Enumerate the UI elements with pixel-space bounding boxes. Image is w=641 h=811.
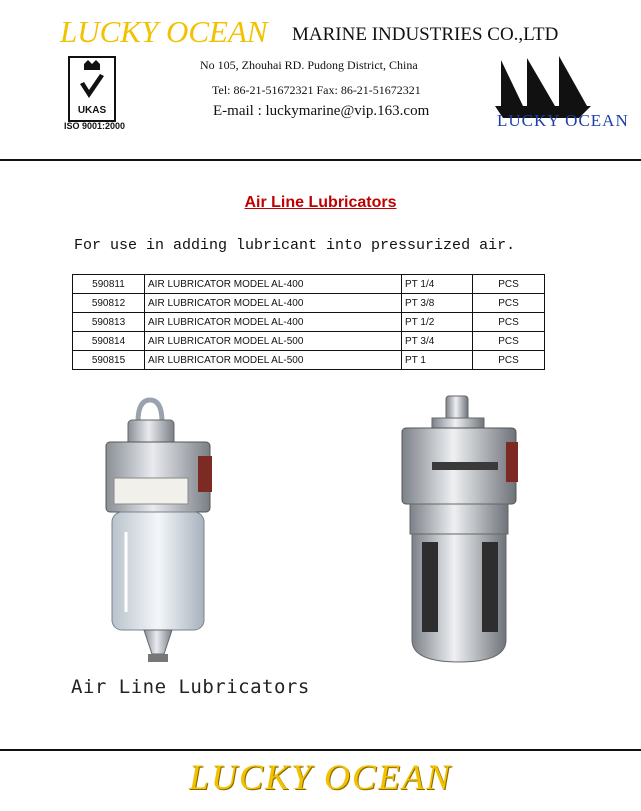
product-unit: PCS (473, 351, 545, 370)
table-row (73, 332, 545, 351)
ship-logo-text: LUCKY OCEAN (497, 111, 629, 130)
product-unit: PCS (473, 313, 545, 332)
address: No 105, Zhouhai RD. Pudong District, China (200, 58, 418, 72)
product-size: PT 3/4 (402, 332, 473, 351)
ukas-text: UKAS (77, 105, 107, 116)
product-unit: PCS (473, 275, 545, 294)
product-code: 590812 (73, 294, 145, 313)
table-row (73, 275, 545, 294)
product-code: 590815 (73, 351, 145, 370)
lubricator-al500-image (398, 392, 522, 674)
product-table (72, 274, 545, 370)
letterhead (0, 0, 641, 160)
product-size: PT 1/4 (402, 275, 473, 294)
product-size: PT 1/2 (402, 313, 473, 332)
checkmark-crown-icon (70, 58, 114, 120)
product-name: AIR LUBRICATOR MODEL AL-400 (145, 313, 402, 332)
product-description: For use in adding lubricant into pressurized air. (74, 237, 516, 254)
table-row (73, 294, 545, 313)
image-caption: Air Line Lubricators (71, 676, 310, 698)
lubricator-al400-image (98, 392, 222, 664)
ukas-logo (64, 56, 134, 136)
company-name: MARINE INDUSTRIES CO.,LTD (292, 24, 559, 45)
product-name: AIR LUBRICATOR MODEL AL-500 (145, 351, 402, 370)
product-size: PT 3/8 (402, 294, 473, 313)
footer-divider (0, 749, 641, 751)
product-unit: PCS (473, 332, 545, 351)
ukas-badge (68, 56, 116, 122)
header-divider (0, 159, 641, 161)
product-code: 590813 (73, 313, 145, 332)
product-name: AIR LUBRICATOR MODEL AL-500 (145, 332, 402, 351)
product-unit: PCS (473, 294, 545, 313)
table-row (73, 351, 545, 370)
product-code: 590814 (73, 332, 145, 351)
brand-name: LUCKY OCEAN (60, 14, 268, 49)
product-name: AIR LUBRICATOR MODEL AL-400 (145, 294, 402, 313)
product-name: AIR LUBRICATOR MODEL AL-400 (145, 275, 402, 294)
page-title: Air Line Lubricators (244, 194, 397, 211)
footer-brand: LUCKY OCEAN (188, 757, 453, 797)
product-code: 590811 (73, 275, 145, 294)
email: E-mail : luckymarine@vip.163.com (213, 103, 430, 119)
iso-label: ISO 9001:2000 (64, 121, 126, 131)
table-row (73, 313, 545, 332)
product-size: PT 1 (402, 351, 473, 370)
tel-fax: Tel: 86-21-51672321 Fax: 86-21-51672321 (212, 83, 421, 97)
